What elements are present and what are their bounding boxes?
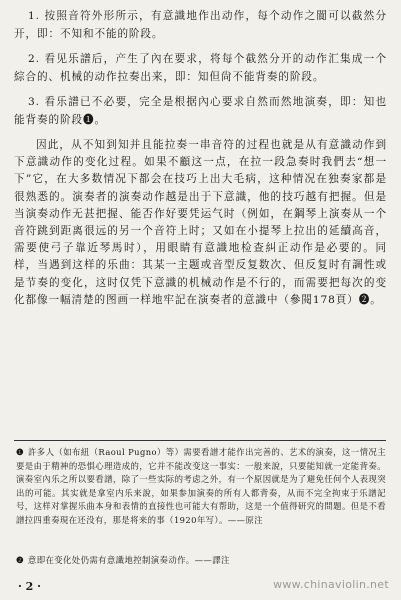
watermark: www.chinaviolin.net xyxy=(273,578,389,591)
body-paragraph: 因此，从不知到知并且能拉奏一串音符的过程也就是从有意識动作到下意識动作的变化过程。如果不顧这一点，在拉一段急奏时我們去“想一下”它，在大多数情况下都会在技巧上出大毛病，这种情况在独奏家都是很熟悉的。演奏者的演奏动作越是出于下意識，他的技巧越有把握。但是当演奏动作无甚把握、能否作好要凭运气时（例如，在鋼琴上演奏从一个音符跳到距离很远的另一个音符上时；又如在小提琴上拉出的延續高音，需要使弓子靠近琴馬时），用眼睛有意識地检查糾正动作是必要的。同样，当遇到这样的乐曲：其某一主题或音型反复数次、但反复时有調性或是节奏的变化，这时仅凭下意識的机械动作是不行的，而需要把每次的变化都像一幅清楚的图画一样地牢記在演奏者的意識中（參閱178頁）❷。 xyxy=(14,139,387,306)
footnote-text: 意即在变化处仍需有意識地控制演奏动作。——譯注 xyxy=(27,555,230,565)
list-item-3 xyxy=(14,94,387,129)
footnote-2 xyxy=(16,554,386,568)
main-text xyxy=(14,8,387,309)
list-item-1 xyxy=(14,8,387,43)
footnote-1 xyxy=(16,446,386,528)
item-text: 看见乐譜后，产生了內在要求，将每个截然分开的动作汇集成一个綜合的、机械的动作拉奏出来，即：知但尙不能背奏的阶段。 xyxy=(14,53,387,83)
footnote-mark: ❶ xyxy=(16,447,24,457)
item-number: 1. xyxy=(28,10,40,22)
footnote-divider xyxy=(14,440,386,441)
item-text: 看乐譜已不必要，完全是根据內心要求自然而然地演奏，即：知也能背奏的阶段❶。 xyxy=(14,96,387,126)
page-number: · 2 · xyxy=(18,580,41,593)
list-item-2 xyxy=(14,51,387,86)
item-text: 按照音符外形所示，有意識地作出动作，每个动作之閬可以截然分开，即：不知和不能的阶段。 xyxy=(14,10,387,40)
item-number: 3. xyxy=(28,96,40,108)
footnote-text: 許多人（如布紐（Raoul Pugno）等）需要看譜才能作出完善的、艺术的演奏，这一情况主要是由于精神的恐惧心理造成的，它并不能改变这一事实：一般来說，只要能知就一定能背奏。演奏室內乐之所以要看譜，除了一些实际的考虑之外，有一个原因就是为了避免任何个人表现突出的可能。其实就是拿室内乐来說，如果参加演奏的所有人都背奏，从而不完全拘束于乐譜記号，这样对掌握乐曲本身和表情的直接性也可能大有帮助，这是一个值得研究的問題。但是不看譜拉四重奏現在还没有，那是将来的事（1920年写）。——原注 xyxy=(16,447,386,525)
item-number: 2. xyxy=(28,53,40,65)
footnote-mark: ❷ xyxy=(16,555,24,565)
